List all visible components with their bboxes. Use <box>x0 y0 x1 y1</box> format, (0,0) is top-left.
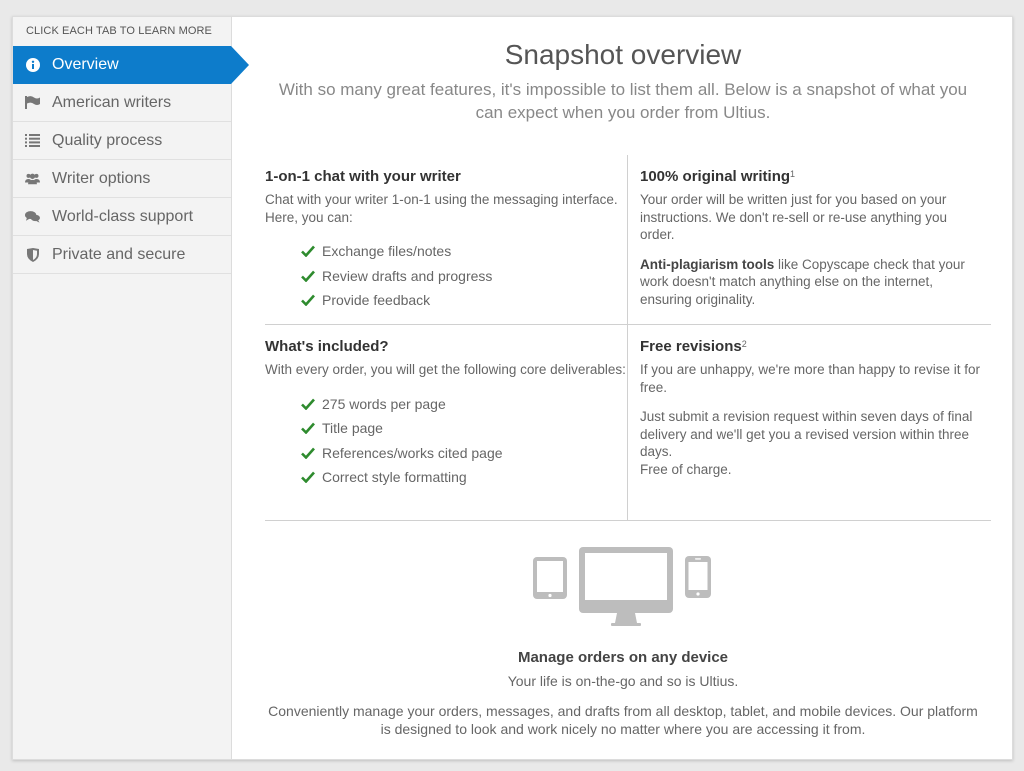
phone-icon <box>685 556 711 598</box>
feature-text: Your order will be written just for you based on your instructions. We don't re-sell or re-use anything you order. <box>640 192 947 242</box>
flag-icon <box>25 95 40 110</box>
sidebar <box>13 17 232 759</box>
list-item: Review drafts and progress <box>301 264 627 289</box>
tab-overview[interactable] <box>13 46 231 84</box>
tab-label: Private and secure <box>52 245 186 263</box>
overview-content <box>233 17 1013 759</box>
tab-writer-options[interactable] <box>13 160 231 198</box>
check-icon <box>301 447 315 459</box>
feature-grid <box>265 155 991 521</box>
chat-icon <box>25 209 40 224</box>
devices-illustration <box>233 547 1013 629</box>
tab-american-writers[interactable] <box>13 84 231 122</box>
check-list <box>301 239 627 313</box>
tab-label: Overview <box>52 55 119 73</box>
tab-label: American writers <box>52 93 172 111</box>
feature-chat <box>265 155 628 325</box>
check-icon <box>301 245 315 257</box>
check-icon <box>301 398 315 410</box>
feature-text: Chat with your writer 1-on-1 using the messaging interface. Here, you can: <box>265 192 618 225</box>
check-icon <box>301 294 315 306</box>
feature-heading: 1-on-1 chat with your writer <box>265 168 461 185</box>
feature-text: With every order, you will get the following core deliverables: <box>265 362 626 377</box>
page-subtitle: With so many great features, it's impossible to list them all. Below is a snapshot of what you can expect when you order from Ultius. <box>278 80 968 122</box>
footnote-marker: 1 <box>790 169 796 179</box>
list-item: Title page <box>301 416 627 441</box>
tab-label: Quality process <box>52 131 163 149</box>
tabbed-panel <box>12 16 1013 760</box>
feature-free-revisions <box>628 325 991 521</box>
tab-private-and-secure[interactable] <box>13 236 231 274</box>
tab-label: Writer options <box>52 169 151 187</box>
list-icon <box>25 133 40 148</box>
feature-text: Anti-plagiarism tools like Copyscape check that your work doesn't match anything else on the internet, ensuring originality. <box>640 256 965 307</box>
page-title: Snapshot overview <box>504 39 742 70</box>
tab-quality-process[interactable] <box>13 122 231 160</box>
check-icon <box>301 270 315 282</box>
feature-heading: What's included? <box>265 338 389 355</box>
footnote-marker: 2 <box>741 339 747 349</box>
users-icon <box>25 171 40 186</box>
devices-icon <box>533 547 713 629</box>
feature-whats-included <box>265 325 628 521</box>
tablet-icon <box>533 557 567 599</box>
devices-title: Manage orders on any device <box>517 649 729 666</box>
devices-subtitle: Your life is on-the-go and so is Ultius. <box>507 673 739 689</box>
check-list <box>301 392 627 490</box>
info-icon <box>25 57 40 72</box>
feature-heading: 100% original writing$^1$ <box>640 168 796 185</box>
list-item: 275 words per page <box>301 392 627 417</box>
list-item: Provide feedback <box>301 288 627 313</box>
check-icon <box>301 471 315 483</box>
feature-heading: Free revisions$^2$ <box>640 338 747 355</box>
list-item: References/works cited page <box>301 441 627 466</box>
feature-text: Just submit a revision request within seven days of final delivery and we'll get you a revised version within three days. <box>640 409 973 459</box>
shield-icon <box>25 247 40 262</box>
sidebar-header: CLICK EACH TAB TO LEARN MORE <box>26 25 212 37</box>
tab-label: World-class support <box>52 207 194 225</box>
feature-original-writing <box>628 155 991 325</box>
tab-world-class-support[interactable] <box>13 198 231 236</box>
list-item: Exchange files/notes <box>301 239 627 264</box>
desktop-monitor-icon <box>579 547 673 626</box>
feature-text: Free of charge. <box>640 461 732 477</box>
feature-text: If you are unhappy, we're more than happy to revise it for free. <box>640 362 981 395</box>
check-icon <box>301 422 315 434</box>
list-item: Correct style formatting <box>301 465 627 490</box>
devices-description: Conveniently manage your orders, messages, and drafts from all desktop, tablet, and mobile devices. Our platform is designed to look and work nicely no matter where you are accessing it from. <box>268 703 978 737</box>
